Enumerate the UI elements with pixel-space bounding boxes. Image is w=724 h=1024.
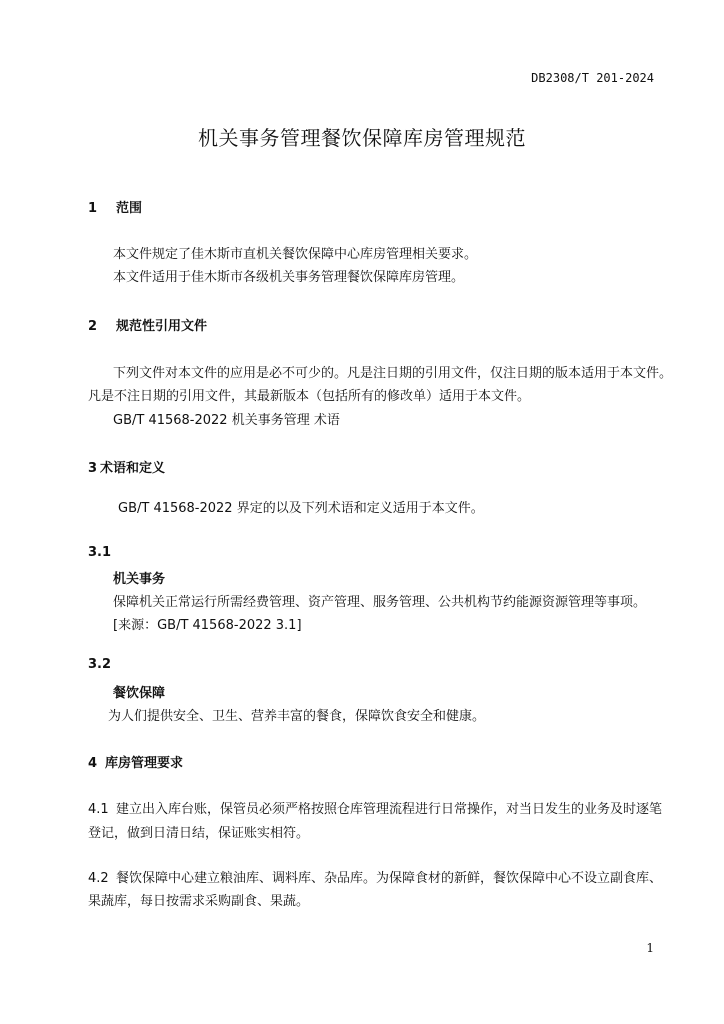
section-title: 范围 (116, 201, 143, 216)
clause-text-continued: 登记，做到日清日结，保证账实相符。 (88, 826, 310, 841)
section-4-heading (88, 752, 183, 771)
section-number: 3 (88, 461, 98, 476)
section-number: 4 (88, 756, 98, 771)
paragraph: 凡是不注日期的引用文件，其最新版本（包括所有的修改单）适用于本文件。 (88, 389, 531, 404)
paragraph: 本文件适用于佳木斯市各级机关事务管理餐饮保障库房管理。 (113, 270, 465, 285)
term-number: 3.1 (88, 545, 112, 560)
section-number: 1 (88, 201, 98, 216)
term-name: 餐饮保障 (113, 686, 166, 701)
term-source: [来源：GB/T 41568-2022 3.1] (113, 618, 302, 633)
clause-4-2 (88, 867, 662, 886)
section-3-heading (88, 457, 165, 476)
clause-text: 建立出入库台账，保管员必须严格按照仓库管理流程进行日常操作，对当日发生的业务及时逐笔 (116, 802, 663, 817)
section-2-heading (88, 315, 207, 334)
paragraph: 下列文件对本文件的应用是必不可少的。凡是注日期的引用文件，仅注日期的版本适用于本文件。 (113, 366, 673, 381)
term-name: 机关事务 (113, 572, 166, 587)
clause-4-1 (88, 798, 662, 817)
normative-reference: GB/T 41568-2022 机关事务管理 术语 (113, 413, 340, 428)
page-number: 1 (646, 941, 654, 955)
term-definition: 为人们提供安全、卫生、营养丰富的餐食，保障饮食安全和健康。 (108, 709, 486, 724)
paragraph: GB/T 41568-2022 界定的以及下列术语和定义适用于本文件。 (118, 501, 484, 516)
clause-text-continued: 果蔬库，每日按需求采购副食、果蔬。 (88, 894, 310, 909)
document-title: 机关事务管理餐饮保障库房管理规范 (198, 126, 526, 150)
term-definition: 保障机关正常运行所需经费管理、资产管理、服务管理、公共机构节约能源资源管理等事项。 (113, 595, 647, 610)
section-number: 2 (88, 319, 98, 334)
section-title: 规范性引用文件 (116, 319, 208, 334)
standard-code: DB2308/T 201-2024 (531, 71, 654, 85)
section-title: 术语和定义 (100, 461, 166, 476)
clause-number: 4.2 (88, 871, 109, 886)
section-1-heading (88, 197, 142, 216)
clause-number: 4.1 (88, 802, 109, 817)
term-number: 3.2 (88, 657, 112, 672)
clause-text: 餐饮保障中心建立粮油库、调料库、杂品库。为保障食材的新鲜，餐饮保障中心不设立副食库、 (116, 871, 663, 886)
paragraph: 本文件规定了佳木斯市直机关餐饮保障中心库房管理相关要求。 (113, 247, 478, 262)
section-title: 库房管理要求 (105, 756, 184, 771)
